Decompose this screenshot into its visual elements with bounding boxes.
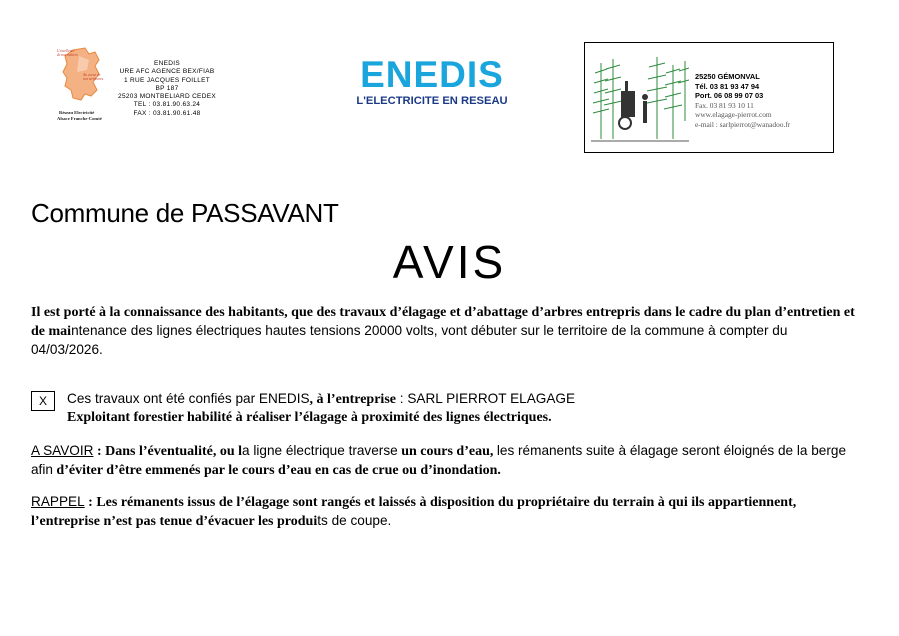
contractor-card bbox=[584, 42, 834, 153]
intro-text-bold: Il est porté à la connaissance des habitants, que des travaux d’élagage et d’abattage d’arbres entrepris dans le cadre du plan d’entretien et de mai bbox=[31, 305, 855, 339]
savoir-text: d’éviter d’être emmenés par le cours bbox=[52, 463, 275, 478]
logo-tagline-2: de nos métiers bbox=[57, 53, 78, 57]
commune-title: Commune de PASSAVANT bbox=[31, 198, 339, 228]
contractor-tel: Tél. 03 81 93 47 94 bbox=[695, 81, 760, 91]
works-text-bold: , à l’entreprise bbox=[309, 392, 396, 407]
savoir-text: les rémanents suite à élagage seront éloignés de la berge afin bbox=[31, 443, 847, 477]
works-company: : SARL PIERROT ELAGAGE bbox=[396, 391, 576, 406]
contractor-city: 25250 GÉMONVAL bbox=[695, 72, 760, 81]
address-line: URE AFC AGENCE BEX/FIAB bbox=[119, 68, 215, 76]
contractor-contact bbox=[695, 72, 790, 129]
contractor-website: www.elagage-pierrot.com bbox=[695, 110, 772, 119]
savoir-text: : Dans l’éventualité, ou l bbox=[93, 444, 243, 459]
rappel-paragraph bbox=[31, 493, 861, 531]
address-line: 1 RUE JACQUES FOILLET bbox=[123, 76, 211, 84]
rappel-text: ts de coupe. bbox=[317, 513, 392, 528]
contractor-port: Port. 06 08 99 07 03 bbox=[695, 91, 764, 100]
address-line: BP 187 bbox=[155, 84, 179, 92]
works-text: Ces travaux ont été confiés par ENEDIS bbox=[67, 391, 310, 406]
savoir-paragraph bbox=[31, 442, 861, 480]
works-qualification: Exploitant forestier habilité à réaliser l’élagage à proximité des lignes électriques. bbox=[67, 410, 552, 425]
enedis-wordmark: ENEDIS bbox=[360, 54, 504, 95]
address-line: ENEDIS bbox=[153, 60, 180, 67]
contractor-email: e-mail : sarlpierrot@wanadoo.fr bbox=[695, 119, 791, 129]
address-line: 25203 MONTBELIARD CEDEX bbox=[118, 93, 216, 101]
savoir-text: d’eau en cas de crue ou d’inondation. bbox=[274, 463, 501, 478]
logo-caption-1: Réseau Electricité bbox=[59, 110, 95, 115]
checkbox[interactable]: X bbox=[31, 391, 55, 411]
enedis-address-block bbox=[108, 60, 226, 118]
intro-text: ntenance des lignes électriques hautes tensions 20000 volts, vont débuter sur le territoire de la commune à compter du 04/03/2026. bbox=[31, 323, 788, 357]
works-paragraph bbox=[67, 390, 857, 427]
savoir-text: a ligne électrique traverse bbox=[242, 443, 398, 458]
address-line: TEL : 03.81.90.63.24 bbox=[133, 101, 201, 109]
logo-caption-2: Alsace Franche-Comté bbox=[57, 116, 102, 121]
forestry-illustration bbox=[591, 51, 689, 146]
logo-tagline-3: Au coeur de bbox=[83, 73, 101, 77]
notice-title: AVIS bbox=[392, 236, 507, 288]
intro-paragraph bbox=[31, 304, 861, 360]
address-line: FAX : 03.81.90.61.48 bbox=[133, 109, 201, 117]
logo-tagline-1: L'excellence bbox=[57, 49, 75, 53]
reseau-electricite-logo bbox=[55, 44, 107, 124]
rappel-label: RAPPEL bbox=[31, 494, 85, 509]
enedis-tagline: L'ELECTRICITE EN RESEAU bbox=[356, 95, 508, 107]
rappel-text: : Les rémanents issus de l’élagage sont rangés et laissés à disposition du propriétaire du terrain à qui ils appartiennent, l’entreprise n’est pas tenue d’évacuer les produi bbox=[31, 495, 797, 529]
enedis-logo bbox=[352, 55, 512, 115]
savoir-text: un cours d’eau, bbox=[397, 444, 497, 459]
contractor-fax: Fax. 03 81 93 10 11 bbox=[695, 100, 754, 110]
logo-tagline-4: nos territoires bbox=[83, 77, 104, 81]
savoir-label: A SAVOIR bbox=[31, 443, 94, 458]
